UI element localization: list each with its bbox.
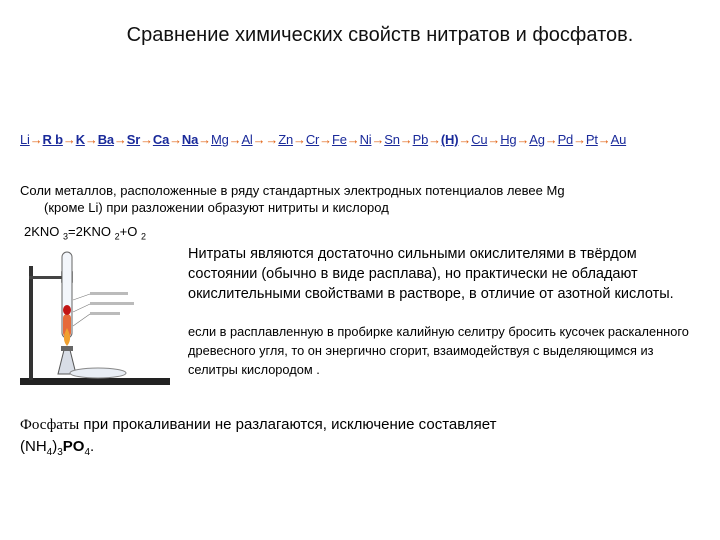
series-element: Sr bbox=[126, 132, 141, 147]
formula-sub-3: 4 bbox=[84, 447, 91, 458]
series-arrow: → bbox=[319, 132, 332, 147]
series-element: Au bbox=[610, 132, 627, 147]
eq-product-nitrite: =2KNO bbox=[68, 224, 115, 239]
series-arrow: → bbox=[62, 132, 76, 147]
eq-reactant-sub: 3 bbox=[63, 231, 69, 242]
label-leader-2 bbox=[73, 304, 90, 312]
eq-product-nitrite-sub: 2 bbox=[114, 231, 120, 242]
series-element: Zn bbox=[278, 132, 294, 147]
phosphates-text: при прокаливании не разлагаются, исключение составляет bbox=[79, 416, 497, 433]
series-element: Pd bbox=[557, 132, 574, 147]
test-tube-heating-apparatus-image bbox=[18, 242, 178, 392]
series-arrow: → bbox=[516, 132, 530, 147]
rule-text-line-1: Соли металлов, расположенные в ряду стандартных электродных потенциалов левее Mg bbox=[20, 183, 565, 198]
series-arrow: → bbox=[265, 132, 279, 147]
series-element: Ba bbox=[97, 132, 114, 147]
formula-period: . bbox=[90, 438, 95, 455]
eq-reactant: 2KNO bbox=[24, 224, 64, 239]
formula-part-2: ) bbox=[52, 438, 58, 455]
series-element: Ag bbox=[529, 132, 545, 147]
series-element: Al bbox=[241, 132, 253, 147]
series-arrow: → bbox=[428, 132, 441, 147]
series-element: Cr bbox=[305, 132, 320, 147]
label-leader-3 bbox=[73, 314, 90, 326]
series-element: Ni bbox=[359, 132, 372, 147]
series-element: Li bbox=[20, 132, 30, 147]
tiny-label-3 bbox=[90, 312, 120, 315]
nitrates-oxidizer-paragraph: Нитраты являются достаточно сильными окислителями в твёрдом состоянии (обычно в виде расплава), но практически не обладают окислительными свойствами в растворе, в отличие от азотной кислоты. bbox=[188, 246, 674, 302]
burner-top bbox=[61, 346, 73, 351]
series-arrow: → bbox=[399, 132, 413, 147]
series-element: Hg bbox=[500, 132, 517, 147]
series-arrow: → bbox=[573, 132, 586, 147]
series-element: Mg bbox=[210, 132, 229, 147]
eq-product-oxygen-sub: 2 bbox=[140, 231, 146, 242]
series-arrow: → bbox=[293, 132, 306, 147]
phosphates-paragraph bbox=[20, 414, 700, 464]
electrochemical-activity-series bbox=[20, 132, 626, 147]
series-element: Pt bbox=[585, 132, 598, 147]
series-arrow: → bbox=[371, 132, 385, 147]
phosphates-word: Фосфаты bbox=[20, 417, 80, 433]
stand-rod bbox=[29, 266, 33, 380]
series-element: Cu bbox=[471, 132, 488, 147]
series-element: Na bbox=[181, 132, 199, 147]
series-arrow: → bbox=[169, 132, 182, 147]
tiny-label-2 bbox=[90, 302, 134, 305]
glowing-coal bbox=[63, 305, 71, 315]
series-arrow: → bbox=[544, 132, 558, 147]
series-arrow: → bbox=[252, 132, 266, 147]
series-element: (H) bbox=[440, 132, 459, 147]
series-element: Ca bbox=[152, 132, 170, 147]
series-arrow: → bbox=[487, 132, 501, 147]
slide-title: Сравнение химических свойств нитратов и фосфатов. bbox=[126, 24, 634, 46]
stand-base bbox=[20, 378, 170, 385]
series-arrow: → bbox=[228, 132, 242, 147]
series-arrow: → bbox=[140, 132, 153, 147]
formula-part-3: PO bbox=[62, 438, 85, 455]
decomposition-equation bbox=[24, 224, 146, 242]
eq-product-oxygen: +O bbox=[119, 224, 141, 239]
series-arrow: → bbox=[346, 132, 360, 147]
series-element: Pb bbox=[412, 132, 429, 147]
tiny-label-1 bbox=[90, 292, 128, 295]
series-arrow: → bbox=[597, 132, 611, 147]
series-element: Sn bbox=[384, 132, 400, 147]
formula-sub-2: 3 bbox=[57, 447, 63, 458]
formula-sub-1: 4 bbox=[46, 447, 53, 458]
series-element: Fe bbox=[331, 132, 347, 147]
glass-dish bbox=[70, 368, 126, 378]
series-element: R b bbox=[42, 132, 63, 147]
series-arrow: → bbox=[458, 132, 472, 147]
series-arrow: → bbox=[113, 132, 127, 147]
series-arrow: → bbox=[198, 132, 211, 147]
label-leader-1 bbox=[73, 294, 90, 300]
formula-part-1: (NH bbox=[20, 438, 47, 455]
series-arrow: → bbox=[29, 132, 43, 147]
series-arrow: → bbox=[84, 132, 98, 147]
series-element: K bbox=[75, 132, 85, 147]
rule-text-line-2: (кроме Li) при разложении образуют нитриты и кислород bbox=[44, 200, 389, 215]
saltpeter-coal-experiment-paragraph: если в расплавленную в пробирке калийную селитру бросить кусочек раскаленного древесного угля, то он энергично сгорит, взаимодействуя с выделяющимся из селитры кислородом . bbox=[188, 324, 689, 377]
